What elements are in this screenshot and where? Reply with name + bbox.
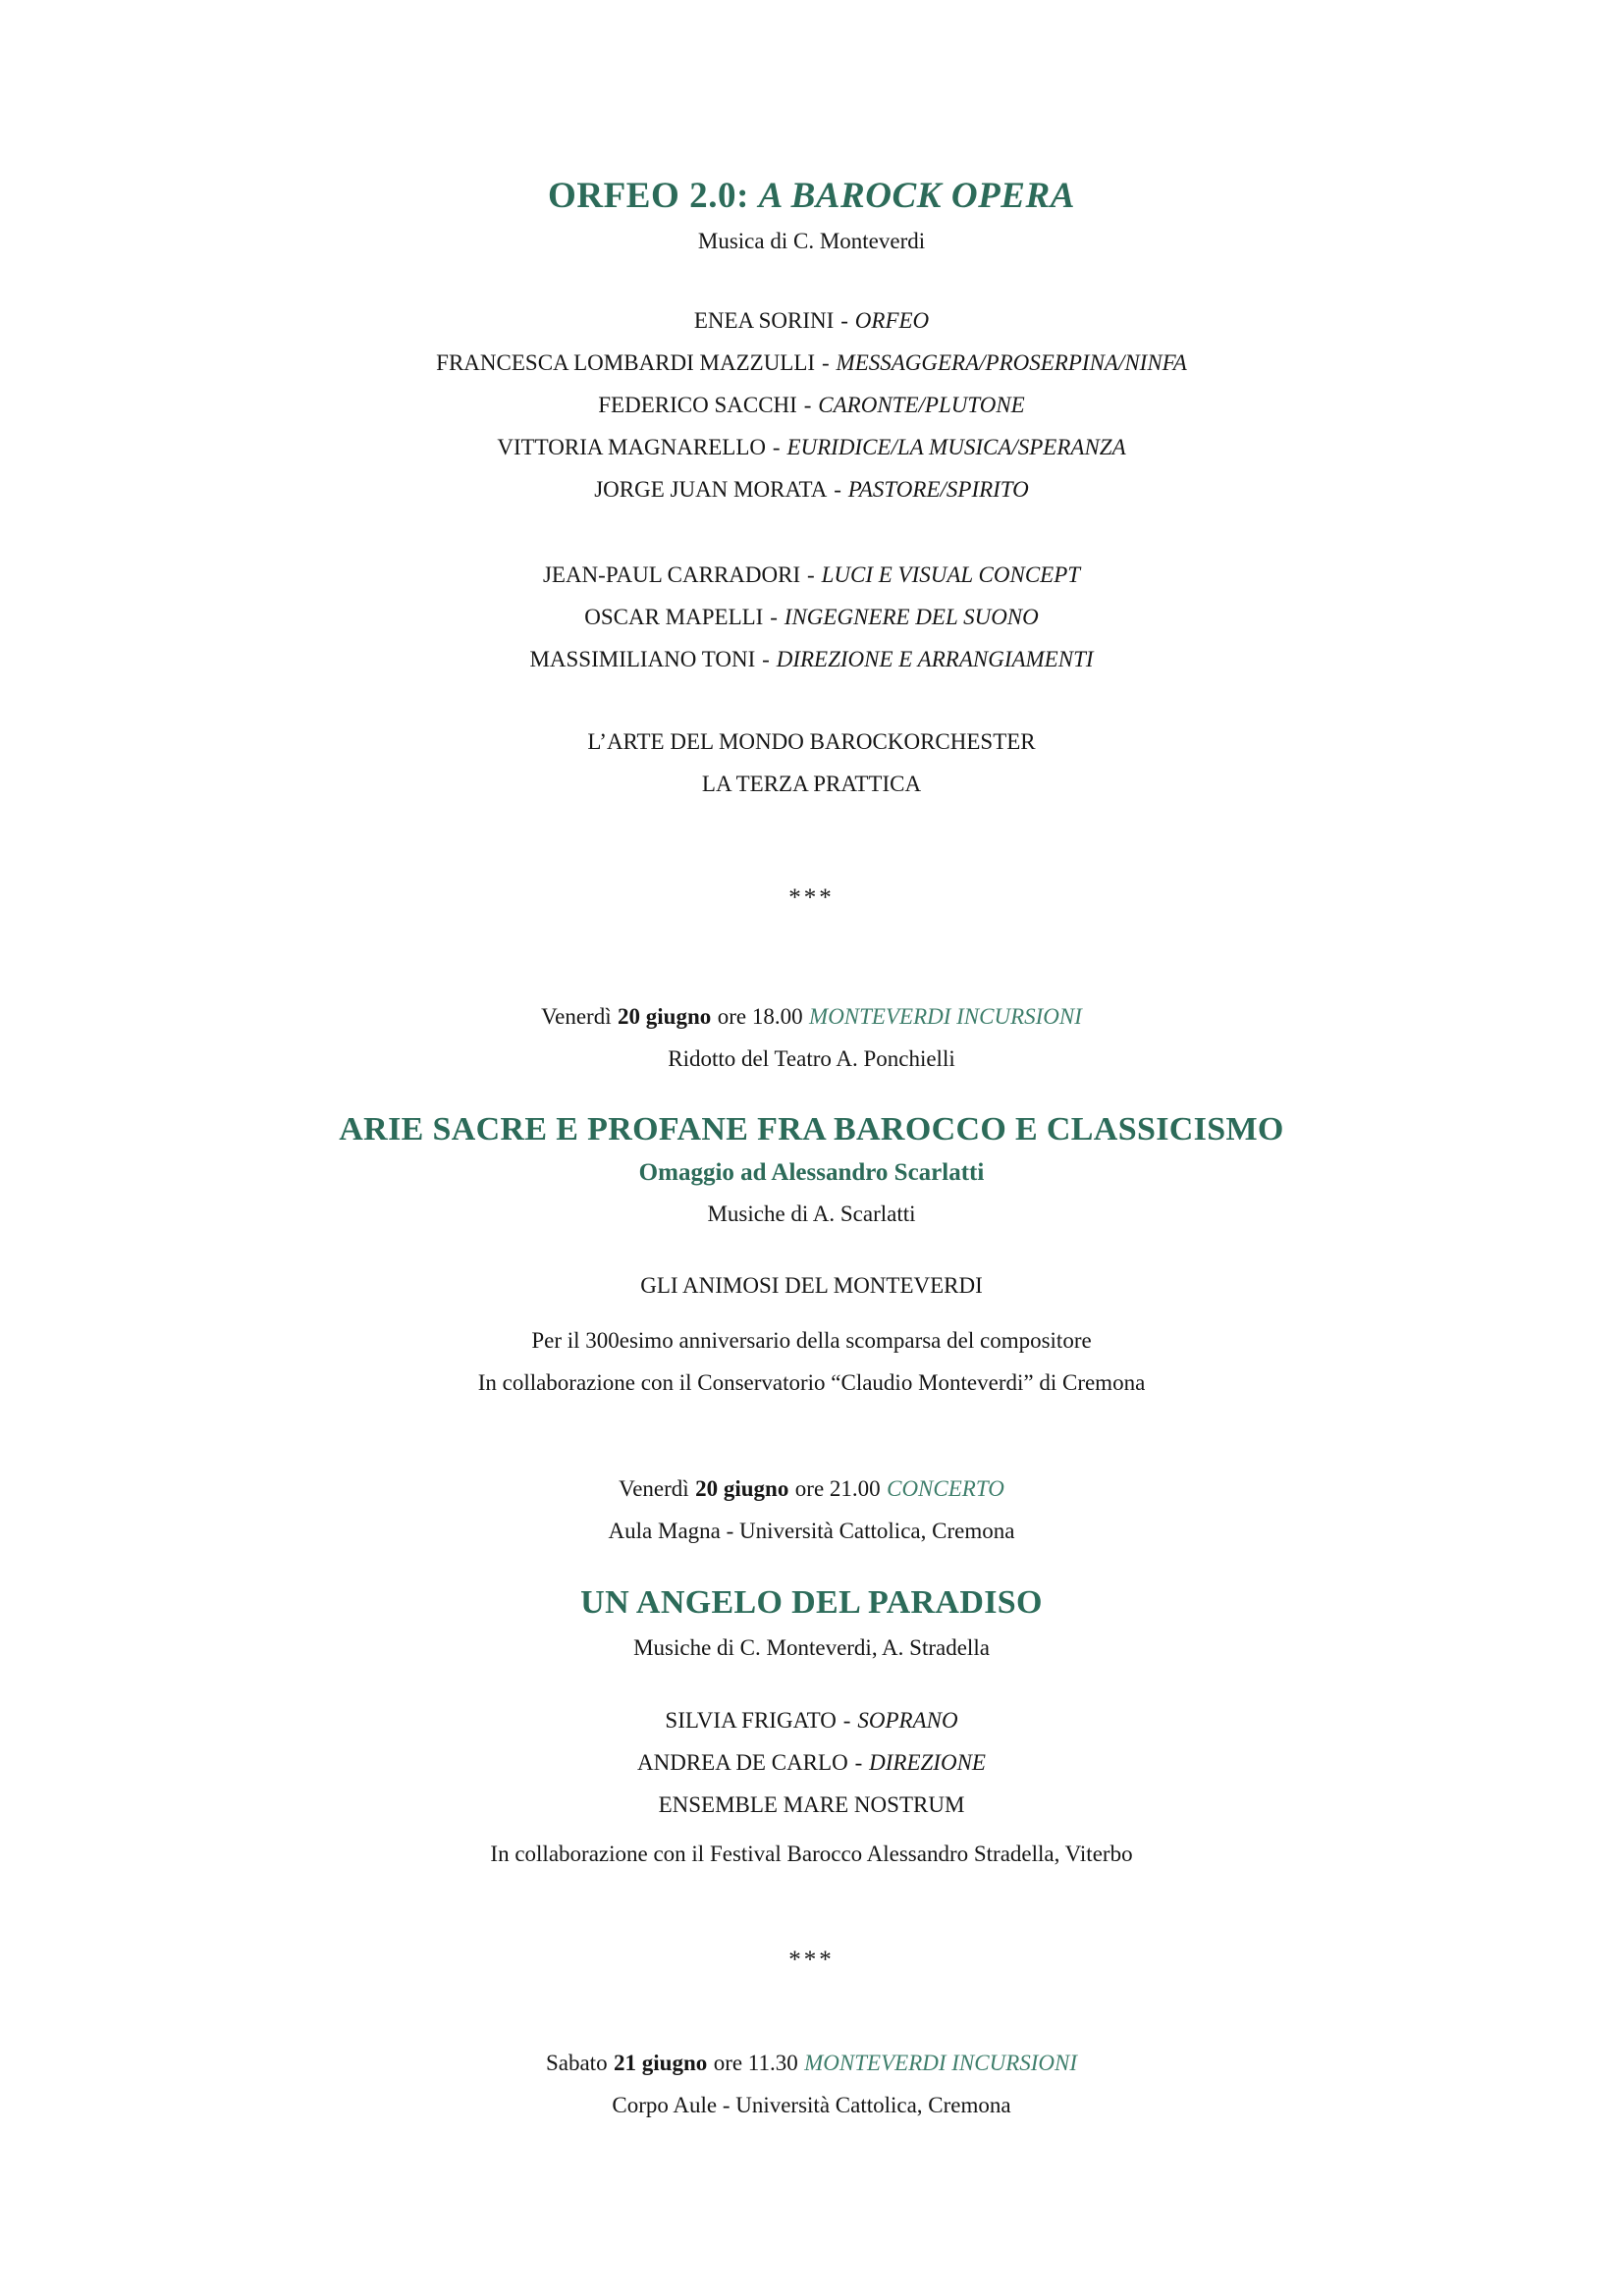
section-separator: *** [788, 884, 835, 911]
credit-role: LUCI E VISUAL CONCEPT [821, 562, 1081, 587]
spacer [0, 1669, 1623, 1699]
music-credit: Musiche di C. Monteverdi, A. Stradella [633, 1635, 990, 1660]
event-day: Sabato [545, 2051, 608, 2075]
event-time: ore 11.30 [713, 2051, 798, 2075]
production-credit-line [0, 554, 1623, 596]
cast-name: JORGE JUAN MORATA [594, 477, 828, 502]
event-date-line [0, 995, 1623, 1038]
event-category: MONTEVERDI INCURSIONI [804, 2051, 1078, 2075]
cast-name: ENSEMBLE MARE NOSTRUM [658, 1792, 965, 1817]
event-day: Venerdì [541, 1004, 612, 1029]
event-date-line [0, 1468, 1623, 1510]
cast-line [0, 1741, 1623, 1784]
cast-line [0, 426, 1623, 468]
event-day: Venerdì [619, 1476, 689, 1501]
event-venue: Aula Magna - Università Cattolica, Cremona [608, 1519, 1015, 1543]
cast-role: EURIDICE/LA MUSICA/SPERANZA [786, 435, 1126, 459]
production-credit-line [0, 638, 1623, 680]
credit-name: JEAN-PAUL CARRADORI [542, 562, 801, 587]
cast-name: VITTORIA MAGNARELLO [497, 435, 766, 459]
production-credit-line [0, 596, 1623, 638]
role-separator: - [762, 647, 770, 671]
spacer [0, 1235, 1623, 1264]
spacer [0, 919, 1623, 995]
spacer [0, 1080, 1623, 1106]
ensemble-line: LA TERZA PRATTICA [701, 772, 922, 796]
cast-line [0, 299, 1623, 342]
spacer [0, 1875, 1623, 1939]
role-separator: - [770, 605, 778, 629]
role-separator: - [854, 1750, 863, 1775]
credit-name: MASSIMILIANO TONI [529, 647, 756, 671]
cast-role: MESSAGGERA/PROSERPINA/NINFA [836, 350, 1187, 375]
cast-role: DIREZIONE [869, 1750, 986, 1775]
event-date: 21 giugno [614, 2051, 708, 2075]
program-title [0, 173, 1623, 220]
cast-name: ENEA SORINI [693, 308, 835, 333]
role-separator: - [834, 477, 841, 502]
event-title: UN ANGELO DEL PARADISO [580, 1584, 1043, 1621]
music-credit: Musica di C. Monteverdi [697, 229, 926, 253]
cast-role: CARONTE/PLUTONE [818, 393, 1025, 417]
section-separator: *** [788, 1947, 835, 1973]
spacer [0, 680, 1623, 721]
music-credit: Musiche di A. Scarlatti [707, 1201, 916, 1226]
role-separator: - [840, 308, 848, 333]
role-separator: - [772, 435, 781, 459]
event-date: 20 giugno [695, 1476, 789, 1501]
program-title-subtitle: A BAROCK OPERA [758, 176, 1075, 216]
credit-role: INGEGNERE DEL SUONO [784, 605, 1039, 629]
cast-line [0, 468, 1623, 510]
ensemble-line: L’ARTE DEL MONDO BAROCKORCHESTER [587, 729, 1036, 754]
cast-name: SILVIA FRIGATO [665, 1708, 837, 1733]
event-venue: Ridotto del Teatro A. Ponchielli [668, 1046, 955, 1071]
role-separator: - [807, 562, 815, 587]
credit-role: DIREZIONE E ARRANGIAMENTI [776, 647, 1094, 671]
event-time: ore 18.00 [717, 1004, 803, 1029]
spacer [0, 262, 1623, 299]
event-venue: Corpo Aule - Università Cattolica, Cremona [612, 2093, 1011, 2117]
cast-name: FRANCESCA LOMBARDI MAZZULLI [436, 350, 816, 375]
spacer [0, 1404, 1623, 1468]
event-date-line [0, 2042, 1623, 2084]
spacer [0, 805, 1623, 877]
event-title: ARIE SACRE E PROFANE FRA BAROCCO E CLASSICISMO [339, 1111, 1284, 1148]
role-separator: - [821, 350, 830, 375]
event-performers: GLI ANIMOSI DEL MONTEVERDI [640, 1273, 983, 1298]
cast-line [0, 384, 1623, 426]
cast-name: FEDERICO SACCHI [598, 393, 797, 417]
role-separator: - [803, 393, 812, 417]
cast-role: PASTORE/SPIRITO [847, 477, 1029, 502]
cast-role: SOPRANO [857, 1708, 958, 1733]
program-title-main: ORFEO 2.0: [548, 176, 749, 216]
event-note: In collaborazione con il Festival Barocco Alessandro Stradella, Viterbo [490, 1842, 1133, 1866]
cast-name: ANDREA DE CARLO [637, 1750, 848, 1775]
spacer [0, 1981, 1623, 2042]
event-category: MONTEVERDI INCURSIONI [809, 1004, 1082, 1029]
spacer [0, 1552, 1623, 1579]
event-category: CONCERTO [887, 1476, 1004, 1501]
cast-line [0, 1784, 1623, 1826]
event-date: 20 giugno [618, 1004, 712, 1029]
event-time: ore 21.00 [794, 1476, 881, 1501]
cast-line [0, 342, 1623, 384]
cast-role: ORFEO [854, 308, 930, 333]
event-subtitle: Omaggio ad Alessandro Scarlatti [638, 1159, 985, 1186]
cast-line [0, 1699, 1623, 1741]
spacer [0, 1307, 1623, 1319]
credit-name: OSCAR MAPELLI [584, 605, 764, 629]
role-separator: - [842, 1708, 851, 1733]
event-note: Per il 300esimo anniversario della scomparsa del compositore [531, 1328, 1092, 1353]
spacer [0, 1826, 1623, 1833]
event-note: In collaborazione con il Conservatorio “Claudio Monteverdi” di Cremona [477, 1370, 1146, 1395]
spacer [0, 510, 1623, 554]
